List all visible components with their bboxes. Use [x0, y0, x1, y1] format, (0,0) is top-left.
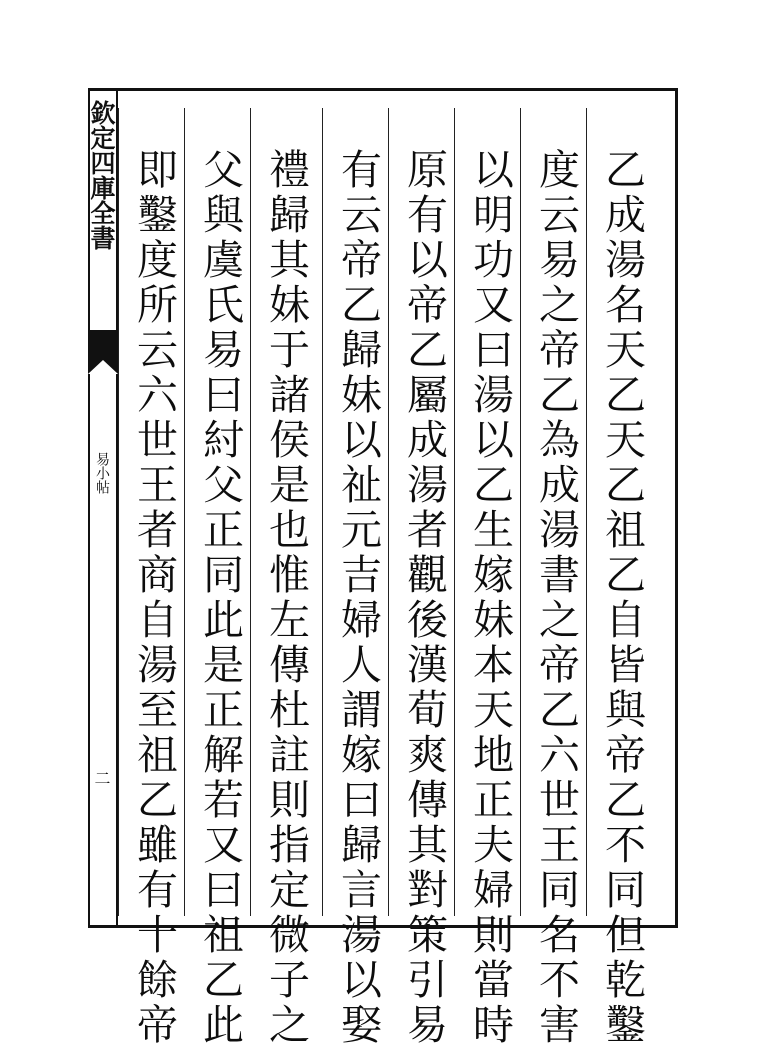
- column-text: 即鑿度所云六世王者商自湯至祖乙雖有十餘帝: [130, 148, 178, 1048]
- column-text: 禮歸其妹于諸侯是也惟左傳杜註則指定微子之: [262, 148, 310, 1048]
- text-column-6: [250, 108, 314, 1048]
- text-column-1: [586, 108, 650, 1048]
- column-text: 原有以帝乙屬成湯者觀後漢荀爽傳其對策引易: [400, 148, 448, 1048]
- text-column-3: [454, 108, 518, 1048]
- column-text: 有云帝乙歸妹以祉元吉婦人謂嫁曰歸言湯以娶: [334, 148, 382, 1048]
- book-name: 易小帖: [94, 452, 110, 494]
- column-text: 以明功又曰湯以乙生嫁妹本天地正夫婦則當時: [466, 148, 514, 1048]
- column-text: 度云易之帝乙為成湯書之帝乙六世王同名不害: [532, 148, 580, 1048]
- text-column-7: [184, 108, 248, 1048]
- text-column-5: [322, 108, 386, 1048]
- column-text: 乙成湯名天乙天乙祖乙自皆與帝乙不同但乾鑿: [598, 148, 646, 1048]
- collection-title: 欽定四庫全書: [87, 100, 116, 250]
- fish-tail-mark: [88, 330, 118, 372]
- page-number: 二: [92, 770, 111, 786]
- text-column-8: [118, 108, 182, 1048]
- text-column-4: [388, 108, 452, 1048]
- text-column-2: [520, 108, 584, 1048]
- column-text: 父與虞氏易曰紂父正同此是正解若又曰祖乙此: [196, 148, 244, 1048]
